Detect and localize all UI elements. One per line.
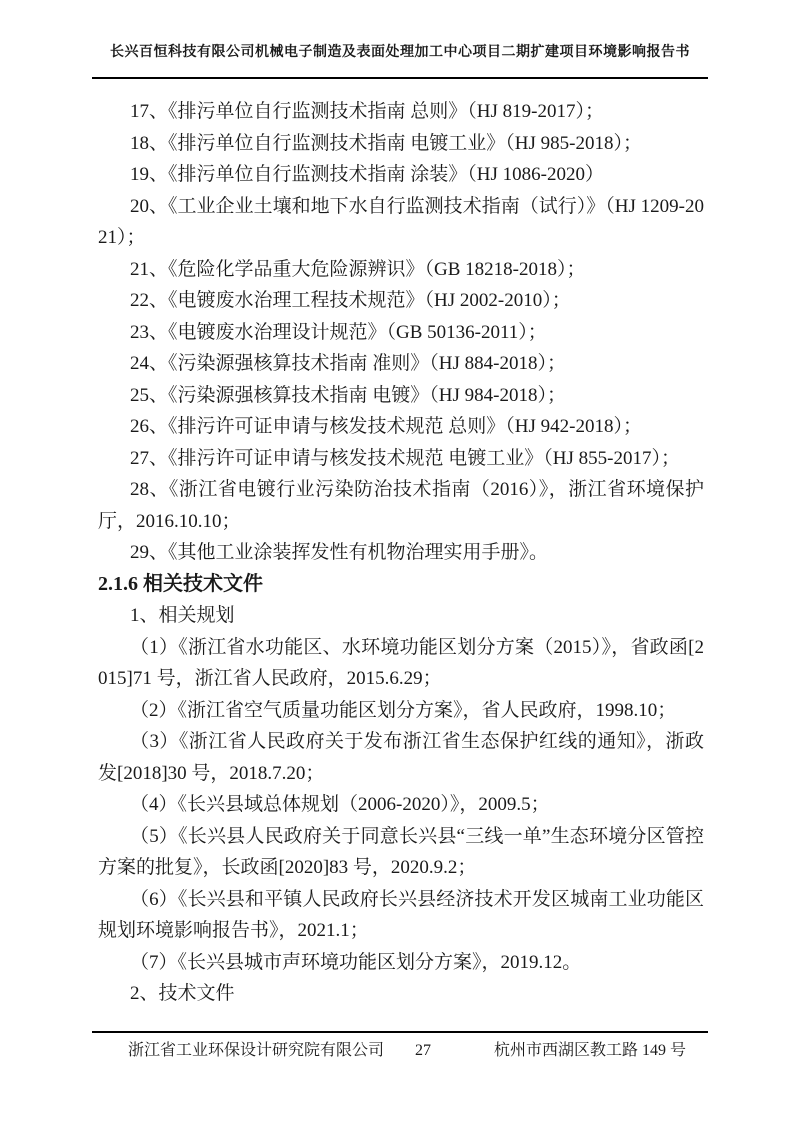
regulation-item: 25、《污染源强核算技术指南 电镀》（HJ 984-2018）； (130, 384, 566, 406)
regulation-item: 23、《电镀废水治理设计规范》（GB 50136-2011）； (130, 321, 547, 343)
report-title: 长兴百恒科技有限公司机械电子制造及表面处理加工中心项目二期扩建项目环境影响报告书 (110, 45, 690, 60)
plan-item: （4）《长兴县域总体规划（2006-2020）》，2009.5； (130, 794, 550, 815)
regulation-item: 19、《排污单位自行监测技术指南 涂装》（HJ 1086-2020） (130, 164, 604, 185)
regulation-item: 20、《工业企业土壤和地下水自行监测技术指南（试行）》（HJ 1209-2021）； (98, 195, 704, 248)
plan-item: （1）《浙江省水功能区、水环境功能区划分方案（2015）》，省政函[2015]71 号，浙江省人民政府，2015.6.29； (98, 636, 704, 689)
header-rule (92, 77, 708, 79)
regulation-item: 21、《危险化学品重大危险源辨识》（GB 18218-2018）； (130, 258, 586, 280)
subsection-label: 1、相关规划 (130, 605, 235, 626)
footer-company: 浙江省工业环保设计研究院有限公司 (128, 1042, 385, 1059)
plan-item: （2）《浙江省空气质量功能区划分方案》，省人民政府，1998.10； (130, 699, 677, 721)
regulation-item: 29、《其他工业涂装挥发性有机物治理实用手册》。 (130, 542, 549, 563)
regulation-item: 27、《排污许可证申请与核发技术规范 电镀工业》（HJ 855-2017）； (130, 447, 680, 469)
section-heading: 2.1.6 相关技术文件 (98, 572, 263, 595)
regulation-item: 18、《排污单位自行监测技术指南 电镀工业》（HJ 985-2018）； (130, 132, 642, 154)
regulation-item: 26、《排污许可证申请与核发技术规范 总则》（HJ 942-2018）； (130, 416, 642, 437)
plan-item: （5）《长兴县人民政府关于同意长兴县“三线一单”生态环境分区管控方案的批复》，长政函[2020]83 号，2020.9.2； (98, 825, 704, 878)
plan-item: （6）《长兴县和平镇人民政府长兴县经济技术开发区城南工业功能区规划环境影响报告书》，2021.1； (98, 888, 704, 941)
plan-item: （7）《长兴县城市声环境功能区划分方案》，2019.12。 (130, 951, 582, 973)
page-header (92, 44, 708, 79)
regulation-item: 28、《浙江省电镀行业污染防治技术指南（2016）》，浙江省环境保护厅，2016.10.10； (98, 479, 704, 532)
regulation-item: 24、《污染源强核算技术指南 准则》（HJ 884-2018）； (130, 353, 566, 374)
footer-address: 杭州市西湖区教工路 149 号 (493, 1042, 686, 1059)
page-number: 27 (415, 1042, 431, 1059)
plan-item: （3）《浙江省人民政府关于发布浙江省生态保护红线的通知》，浙政发[2018]30 号，2018.7.20； (98, 731, 704, 784)
footer-row (92, 1033, 708, 1061)
regulation-item: 22、《电镀废水治理工程技术规范》（HJ 2002-2010）； (130, 290, 571, 311)
document-body (98, 96, 704, 1010)
page-footer (92, 1031, 708, 1061)
regulation-item: 17、《排污单位自行监测技术指南 总则》（HJ 819-2017）； (130, 101, 604, 122)
subsection-label: 2、技术文件 (130, 983, 235, 1004)
